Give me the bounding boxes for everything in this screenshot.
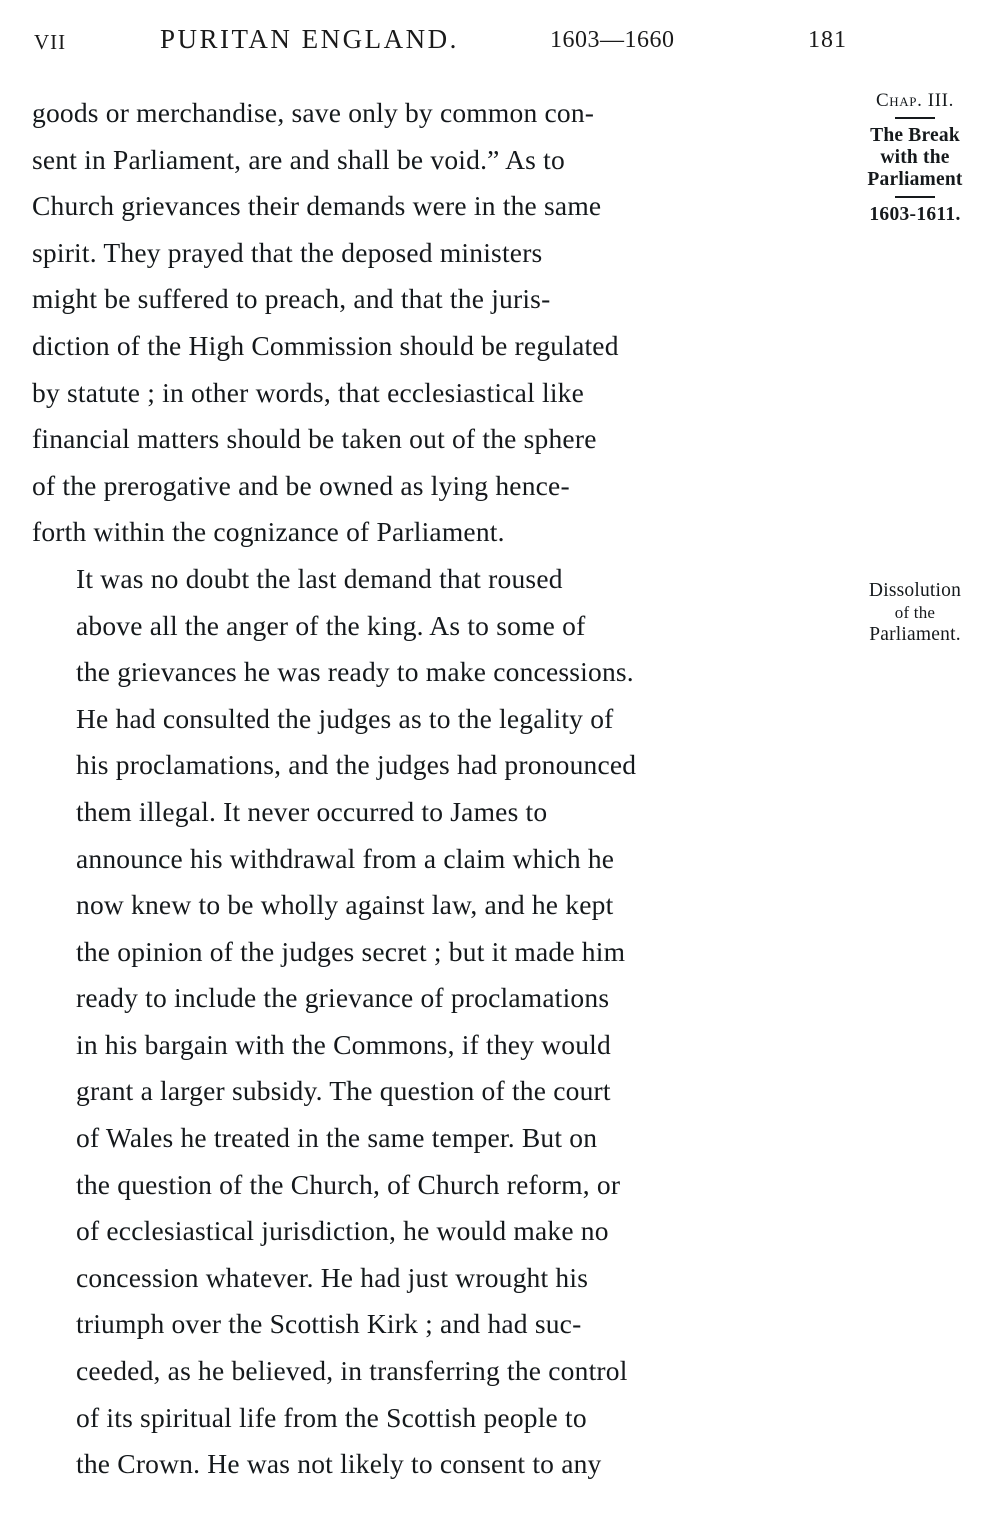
margin-note-title-line-2: with the (880, 147, 950, 168)
text-line: of ecclesiastical jurisdiction, he would make no (76, 1215, 609, 1247)
margin-note-chapter: Chap. III. (876, 90, 954, 111)
text-line: the opinion of the judges secret ; but it made him (76, 935, 626, 967)
margin-note-break-with-parliament (840, 90, 990, 226)
paragraph-2 (32, 556, 827, 1488)
text-line: concession whatever. He had just wrought his (76, 1261, 589, 1293)
text-line: grant a larger subsidy. The question of the court (76, 1075, 611, 1107)
text-line: his proclamations, and the judges had pronounced (76, 749, 637, 781)
text-line: ready to include the grievance of proclamations (76, 982, 610, 1014)
text-line: above all the anger of the king. As to some of (76, 609, 586, 641)
margin-note-rule-top (895, 117, 935, 119)
text-line: the grievances he was ready to make concessions. (76, 656, 634, 688)
running-head-dates: 1603—1660 (550, 27, 675, 53)
text-line: ceeded, as he believed, in transferring the control (76, 1355, 628, 1387)
running-head-title: PURITAN ENGLAND. (160, 24, 459, 54)
text-line: the Crown. He was not likely to consent to any (76, 1448, 602, 1480)
text-line: forth within the cognizance of Parliament. (32, 516, 505, 548)
text-line: Church grievances their demands were in the same (32, 190, 602, 222)
running-head-chapter-numeral: VII (34, 30, 67, 54)
paragraph-1 (32, 90, 827, 556)
text-line: might be suffered to preach, and that the juris- (32, 283, 551, 315)
margin-note-line-2: of the (894, 603, 936, 622)
text-line: the question of the Church, of Church reform, or (76, 1168, 621, 1200)
text-line: of the prerogative and be owned as lying hence- (32, 469, 570, 501)
text-line: triumph over the Scottish Kirk ; and had suc- (76, 1308, 582, 1340)
text-line: sent in Parliament, are and shall be void.” As to (32, 143, 565, 175)
margin-note-dissolution-of-parliament (840, 580, 990, 646)
text-line: them illegal. It never occurred to James to (76, 795, 548, 827)
text-line: financial matters should be taken out of the sphere (32, 423, 597, 455)
running-head (30, 24, 980, 64)
body-text (32, 90, 827, 1488)
text-line: of Wales he treated in the same temper. But on (76, 1122, 598, 1154)
text-line: by statute ; in other words, that ecclesiastical like (32, 376, 585, 408)
text-line: goods or merchandise, save only by common con- (32, 97, 595, 128)
margin-note-years: 1603-1611. (869, 204, 961, 225)
margin-note-rule-bottom (895, 196, 935, 198)
text-line: It was no doubt the last demand that roused (76, 562, 563, 594)
text-line: of its spiritual life from the Scottish people to (76, 1401, 587, 1433)
text-line: He had consulted the judges as to the legality of (76, 702, 614, 734)
margin-note-title-line-1: The Break (870, 125, 960, 146)
text-line: in his bargain with the Commons, if they would (76, 1028, 611, 1060)
text-line: diction of the High Commission should be regulated (32, 329, 619, 361)
text-line: spirit. They prayed that the deposed ministers (32, 236, 543, 268)
text-line: now knew to be wholly against law, and he kept (76, 889, 614, 921)
margin-note-title-line-3: Parliament (867, 169, 963, 190)
margin-note-line-1: Dissolution (868, 580, 962, 601)
text-line: announce his withdrawal from a claim which he (76, 842, 615, 874)
margin-note-line-3: Parliament. (869, 624, 961, 645)
page-number: 181 (808, 27, 847, 53)
